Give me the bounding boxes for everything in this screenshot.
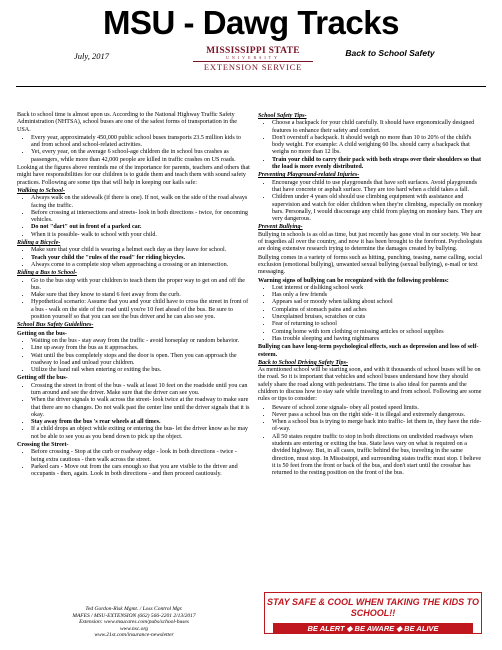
list-item: • Teach your child the "rules of the road" for riding bicycles. <box>31 255 251 262</box>
list-item: • Train your child to carry their pack with both straps over their shoulders so that the load is more evenly distributed. <box>272 157 484 172</box>
section-heading-playground: Preventing Playground-related Injuries- <box>258 172 360 179</box>
list-item: • When a school bus is trying to merge back into traffic- let them in, they have the ride-of-way. <box>272 419 484 434</box>
subheading-getting-on: Getting on the bus- <box>17 330 67 337</box>
issue-headline: Back to School Safety <box>345 48 435 58</box>
list-item: • Wait until the bus completely stops and the door is open. Then you can approach the roadway to load and unload your children. <box>31 353 251 368</box>
list-item: • Has only a few friends <box>272 292 484 299</box>
section-heading-bullying: Prevent Bullying- <box>258 224 303 231</box>
logo-line-2: UNIVERSITY <box>226 55 280 60</box>
list-item: • Every year, approximately 450,000 public school buses transports 23.5 million kids to and from school and school-related activities. <box>31 135 251 150</box>
list-item: • Fear of returning to school <box>272 321 484 328</box>
logo-line-1: MISSISSIPPI STATE <box>206 46 300 56</box>
logo-line-3: EXTENSION SERVICE <box>193 61 313 72</box>
banner-tagline: BE ALERT ◆ BE AWARE ◆ BE ALIVE <box>273 623 473 634</box>
list-item: • Make sure that they know to stand 6 feet away from the curb. <box>31 292 251 299</box>
footer-credits <box>17 606 251 639</box>
crossing-list <box>17 449 251 478</box>
subheading-crossing: Crossing the Street- <box>17 442 69 449</box>
list-item: • Has trouble sleeping and having nightmares <box>272 336 484 343</box>
bullying-paragraph-2: Bullying comes in a variety of forms such as hitting, punching, teasing, name calling, social exclusion (emotional bullying), unwanted sexual bullying (sexual bullying), e-mail or text messaging. <box>258 254 483 276</box>
list-item: • Utilize the hand rail when entering or exiting the bus. <box>31 367 251 374</box>
msu-extension-logo <box>193 46 313 72</box>
intro-paragraph-2: Looking at the figures above reminds me of the importance for parents, teachers and others that might have responsibilities for our children is to guide them and teach them with sound safety practices. Following are some tips that will help in keeping our kails safe: <box>17 165 250 186</box>
driving-list <box>258 405 484 478</box>
list-item: • Coming home with torn clothing or missing articles or school supplies <box>272 329 484 336</box>
list-item: • Never pass a school bus on the right side- it is illegal and extremely dangerous. <box>272 412 484 419</box>
list-item: • Unexplained bruises, scratches or cuts <box>272 314 484 321</box>
list-item: • Encourage your child to use playgrounds that have soft surfaces. Avoid playgrounds that have concrete or asphalt surface. They are too hard when a child takes a fall. <box>272 180 484 195</box>
left-column <box>17 112 251 480</box>
list-item: • Don't overstuff a backpack. It should weigh no more than 10 to 20% of the child's body weight. For example: A child weighing 60 lbs. should carry a backpack that weighs no more than 12 lbs. <box>272 135 484 157</box>
list-item: • Line up away from the bus as it approaches. <box>31 345 251 352</box>
list-item: • Complains of stomach pains and aches <box>272 307 484 314</box>
section-heading-driving: Back to School Driving Safety Tips- <box>258 359 348 366</box>
bus-list <box>17 278 251 322</box>
tips-list <box>258 120 484 171</box>
bicycle-list <box>17 247 251 269</box>
right-column <box>258 112 484 479</box>
list-item: • Go to the bus stop with your children to teach them the proper way to get on and off the bus. <box>31 278 251 293</box>
footer-line: Ted Gordon-Risk Mgmt. / Loss Control Mgr. <box>85 606 183 612</box>
list-item: • Beware of school zone signals- obey all posted speed limits. <box>272 405 484 412</box>
list-item: • Stay away from the bus 's rear wheels at all times. <box>31 419 251 426</box>
subheading-getting-off: Getting off the bus- <box>17 375 68 382</box>
list-item: • Do not "dart" out in front of a parked car. <box>31 224 251 231</box>
driving-paragraph: As mentioned school will be starting soon, and with it thousands of school buses will be on the road. So it is important that vehicles and school buses understand how they should safely share the road along with pedestrians. The time is also ideal for parents and the children to discuss how to stay safe while traveling to and from school. Following are some rules or tips to consider: <box>258 367 482 403</box>
list-item: • Make sure that your child is wearing a helmet each day as they leave for school. <box>31 247 251 254</box>
list-item: • Always walk on the sidewalk (if there is one). If not, walk on the side of the road always facing the traffic. <box>31 195 251 210</box>
list-item: • Lost interest or disliking school work <box>272 285 484 292</box>
getting-on-list <box>17 338 251 374</box>
section-heading-bicycle: Riding a Bicycle- <box>17 240 61 247</box>
footer-line: www.nsc.org <box>119 625 149 632</box>
list-item: • Appears sad or moody when talking about school <box>272 299 484 306</box>
list-item: • Crossing the street in front of the bus - walk at least 10 feet on the roadside until you can turn around and see the driver. Make sure that the driver can see you. <box>31 383 251 398</box>
bullying-paragraph: Bullying in schools is as old as time, but just recently has gone viral in our society. We hear of tragedies all over the country, and now it has been brought to the forefront. Psychologists are doing extensive research trying to determine the damages created by bullying. <box>258 231 483 253</box>
list-item: • Always come to a complete stop when approaching a crossing or an intersection. <box>31 262 251 269</box>
list-item: • Parked cars - Move out from the cars enough so that you are visible to the driver and occupants - then, again. Look in both directions - and then proceed cautiously. <box>31 464 251 479</box>
list-item: • Waiting on the bus - stay away from the traffic - avoid horseplay or random behavior. <box>31 338 251 345</box>
warning-signs-heading: Warning signs of bullying can be recognized with the following problems: <box>258 277 449 284</box>
warning-list <box>258 285 484 343</box>
issue-date: July, 2017 <box>74 51 109 61</box>
playground-list <box>258 180 484 224</box>
list-item: • When the driver signals to walk across the street- look twice at the roadway to make sure that there are no changes. Do not walk past the center line until the driver signals that it is okay. <box>31 397 251 419</box>
section-heading-walking: Walking to School- <box>17 187 65 194</box>
section-heading-guidelines: School Bus Safety Guidelines- <box>17 322 94 329</box>
long-term-effects-note: Bullying can have long-term psychological effects, such as depression and loss of self-esteem. <box>258 344 479 358</box>
banner-slogan: STAY SAFE & COOL WHEN TAKING THE KIDS TO SCHOOL!! <box>266 597 479 618</box>
list-item: • Yet, every year, on the average 6 school-age children die in school bus crashes as passengers, while more than 42,000 people are killed in traffic crashes on US roads. <box>31 149 251 164</box>
section-heading-tips: School Safety Tips- <box>258 113 307 119</box>
footer-line: MAFES / MSU-EXTENSION (662) 566-2201 2/13/2017 <box>72 612 196 619</box>
list-item: • Before crossing - Stop at the curb or roadway edge - look in both directions - twice - being extra cautious - then walk across the street. <box>31 449 251 464</box>
list-item: • Children under 4 years old should use climbing equipment with assistance and supervision and watch for older children when they're climbing, especially on monkey bars. Personally, I would discourage any child from playing on monkey bars. They are very dangerous. <box>272 194 484 223</box>
walking-list <box>17 195 251 239</box>
getting-off-list <box>17 383 251 441</box>
list-item: • Before crossing at intersections and streets- look in both directions - twice, for oncoming vehicles. <box>31 210 251 225</box>
list-item: • All 50 states require traffic to stop in both directions on undivided roadways when students are entering or exiting the bus. State laws vary on what is required on a divided highway. But, in all cases, traffic behind the bus, traveling in the same direction, must stop. In Mississippi, and surrounding states traffic must stop. I believe it is 50 feet from the front or back of the bus, and don't start until the crossbar has returned to the resting position on the front of the bus. <box>272 434 484 478</box>
list-item: • Choose a backpack for your child carefully. It should have ergonomically designed features to enhance their safety and comfort. <box>272 120 484 135</box>
intro-paragraph: Back to school time is almost upon us. According to the National Highway Traffic Safety Administration (NHTSA), school buses are one of the safest forms of transportation in the USA. <box>17 112 238 133</box>
list-item: • If a child drops an object while exiting or entering the bus- let the driver know as he may not be able to see you as you bend down to pick up the object. <box>31 426 251 441</box>
footer-line: Extension: www.msucares.com/pubs/school-buses <box>79 619 189 626</box>
list-item: • Hypothetical scenario: Assume that you and your child have to cross the street in front of a bus - walk on the side of the road until you're 10 feet ahead of the bus. Be sure to position yourself so that you can see the bus driver and he can also see you. <box>31 299 251 321</box>
list-item: • When it is possible- walk to school with your child. <box>31 232 251 239</box>
safety-banner <box>264 592 482 634</box>
page-title: MSU - Dawg Tracks <box>103 4 399 41</box>
header-divider <box>16 86 486 87</box>
intro-list <box>17 135 251 164</box>
section-heading-bus: Riding a Bus to School- <box>17 270 77 277</box>
footer-line: www.21st.com/insurance-newsletter <box>94 632 174 639</box>
